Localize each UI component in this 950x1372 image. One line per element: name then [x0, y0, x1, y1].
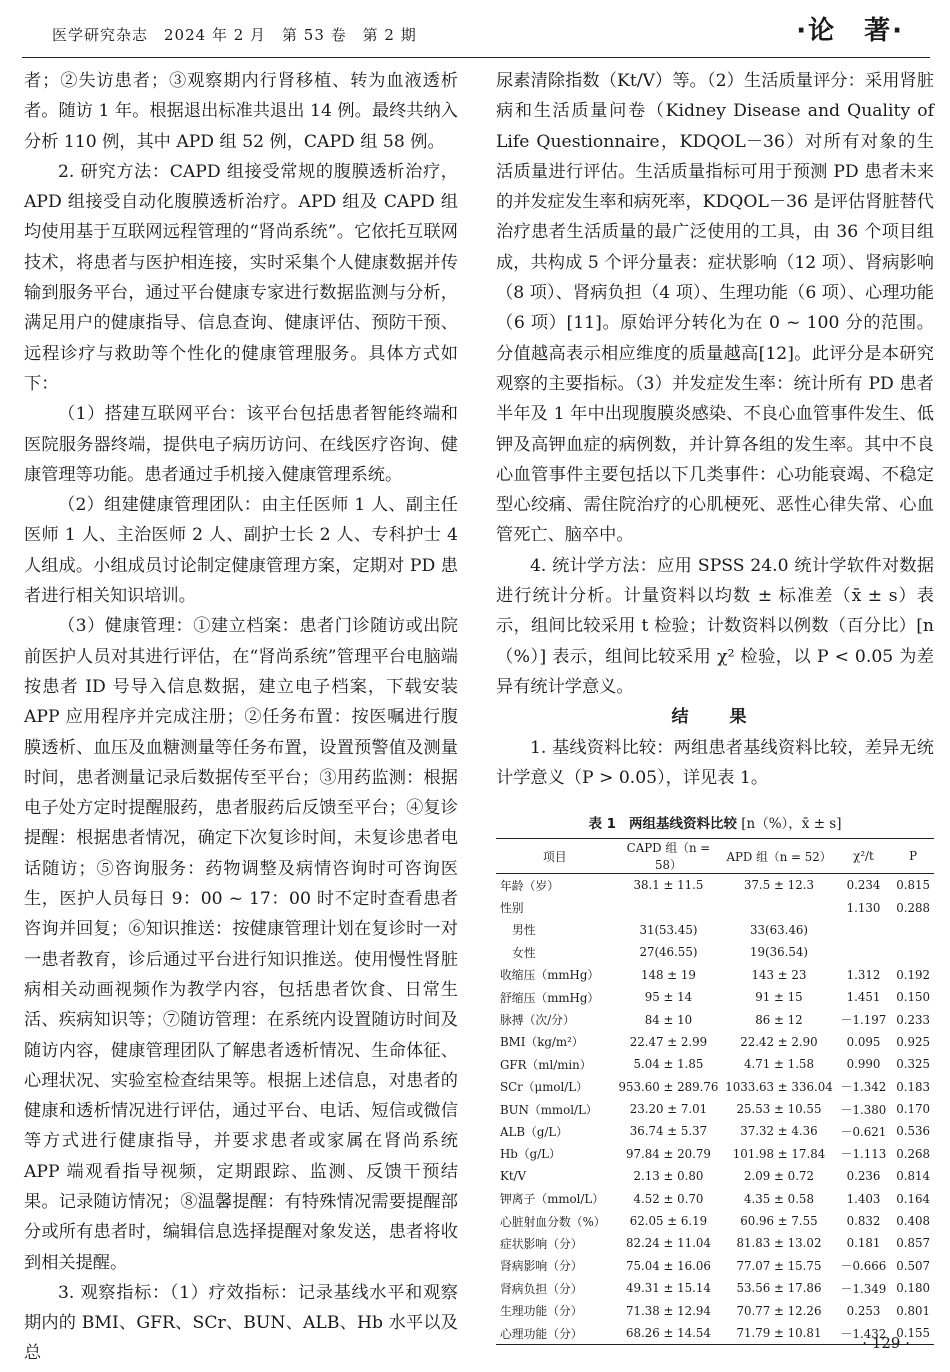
cell-stat: －0.621 — [840, 1124, 887, 1139]
cell-p: 0.536 — [896, 1124, 930, 1139]
table-body — [496, 874, 934, 1345]
row-label: 收缩压（mmHg） — [500, 968, 600, 983]
page-number: · 129 · — [862, 1334, 910, 1352]
cell-apd: 1033.63 ± 336.04 — [725, 1079, 833, 1094]
cell-capd: 82.24 ± 11.04 — [625, 1236, 711, 1251]
header-item: 项目 — [543, 849, 567, 864]
cell-p: 0.325 — [896, 1057, 930, 1072]
cell-apd: 77.07 ± 15.75 — [736, 1258, 822, 1273]
cell-p: 0.507 — [896, 1258, 930, 1273]
table-row — [496, 1053, 934, 1075]
row-label: Kt/V — [500, 1169, 527, 1184]
cell-apd: 33(63.46) — [749, 922, 808, 937]
cell-capd: 31(53.45) — [639, 922, 698, 937]
cell-capd: 2.13 ± 0.80 — [633, 1169, 704, 1184]
cell-p: 0.925 — [896, 1034, 930, 1049]
row-label: 年龄（岁） — [500, 878, 559, 893]
table-row — [496, 874, 934, 897]
paragraph-statistics: 4. 统计学方法：应用 SPSS 24.0 统计学软件对数据进行统计分析。计量资料以均数 ± 标准差（x̄ ± s）表示，组间比较采用 t 检验；计数资料以例数（百分比）[n（%）] 表示，组间比较采用 χ² 检验，以 P < 0.05 为差异有统计学意义。 — [496, 555, 934, 697]
cell-capd: 4.52 ± 0.70 — [633, 1191, 704, 1206]
cell-stat: 1.403 — [846, 1191, 881, 1206]
right-column — [496, 66, 934, 793]
row-label: BUN（mmol/L） — [500, 1102, 598, 1117]
results-heading: 结 果 — [671, 707, 759, 728]
cell-apd: 71.79 ± 10.81 — [736, 1326, 822, 1340]
table-row — [496, 1299, 934, 1321]
cell-p — [892, 941, 934, 963]
row-label: 男性 — [512, 923, 536, 938]
cell-apd — [723, 896, 834, 918]
journal-info: 医学研究杂志 2024 年 2 月 第 53 卷 第 2 期 — [52, 26, 417, 44]
cell-capd — [614, 896, 724, 918]
cell-stat: 0.253 — [846, 1303, 881, 1318]
cell-capd: 22.47 ± 2.99 — [629, 1034, 708, 1049]
cell-capd: 953.60 ± 289.76 — [618, 1079, 719, 1094]
cell-p: 0.192 — [896, 967, 930, 982]
cell-apd: 19(36.54) — [749, 945, 808, 960]
cell-p: 0.155 — [896, 1326, 930, 1340]
paragraph-baseline: 1. 基线资料比较：两组患者基线资料比较，差异无统计学意义（P > 0.05），详见表 1。 — [496, 737, 934, 788]
row-label: 性别 — [500, 901, 524, 916]
table-row — [496, 896, 934, 918]
table-row — [496, 1143, 934, 1165]
table-row — [496, 1120, 934, 1142]
table-row — [496, 1187, 934, 1209]
cell-capd: 95 ± 14 — [644, 990, 693, 1005]
cell-capd: 97.84 ± 20.79 — [625, 1146, 711, 1161]
cell-p: 0.233 — [896, 1012, 930, 1027]
cell-stat: －1.197 — [840, 1013, 887, 1028]
page-header — [0, 0, 950, 62]
cell-apd: 37.32 ± 4.36 — [740, 1124, 818, 1139]
cell-stat: 0.181 — [846, 1236, 881, 1251]
cell-apd: 81.83 ± 13.02 — [736, 1236, 822, 1251]
cell-stat: 0.095 — [846, 1034, 881, 1049]
row-label: 钾离子（mmol/L） — [500, 1192, 605, 1207]
row-label: 脉搏（次/分） — [500, 1013, 575, 1028]
table-row — [496, 1031, 934, 1053]
row-label: 肾病负担（分） — [500, 1281, 583, 1296]
left-column — [24, 66, 458, 1369]
row-label: 症状影响（分） — [500, 1236, 583, 1251]
cell-stat: －1.113 — [840, 1147, 887, 1162]
paragraph-exclusion: 者；②失访患者；③观察期内行肾移植、转为血液透析者。随访 1 年。根据退出标准共退出 14 例。最终共纳入分析 110 例，其中 APD 组 52 例，CAPD 组 58 例。 — [24, 71, 458, 152]
row-label: 肾病影响（分） — [500, 1259, 583, 1274]
cell-capd: 148 ± 19 — [640, 967, 696, 982]
row-label: GFR（ml/min） — [500, 1057, 592, 1072]
cell-p: 0.164 — [896, 1191, 930, 1206]
cell-apd: 86 ± 12 — [755, 1012, 803, 1027]
table-row — [496, 1277, 934, 1299]
cell-apd: 25.53 ± 10.55 — [736, 1102, 822, 1117]
cell-capd: 75.04 ± 16.06 — [625, 1258, 711, 1273]
cell-p: 0.180 — [896, 1281, 930, 1296]
paragraph-methods: 2. 研究方法：CAPD 组接受常规的腹膜透析治疗，APD 组接受自动化腹膜透析治疗。APD 组及 CAPD 组均使用基于互联网远程管理的“肾尚系统”。它依托互联网技术，将患者与医护相连接，实时采集个人健康数据并传输到服务平台，通过平台健康专家进行数据监测与分析，满足用户的健康指导、信息查询、健康评估、预防干预、远程诊疗与救助等个性化的健康管理服务。具体方式如下： — [24, 161, 458, 394]
cell-p: 0.288 — [896, 900, 930, 915]
cell-apd: 53.56 ± 17.86 — [736, 1281, 822, 1296]
table-row — [496, 1165, 934, 1187]
cell-capd: 23.20 ± 7.01 — [629, 1102, 708, 1117]
header-stat: χ²/t — [853, 849, 874, 863]
table-header-row — [496, 839, 934, 874]
row-label: Hb（g/L） — [500, 1147, 561, 1162]
table-row — [496, 1255, 934, 1277]
cell-capd: 36.74 ± 5.37 — [629, 1124, 708, 1139]
row-label: 心理功能（分） — [500, 1326, 583, 1341]
row-label: SCr（μmol/L） — [500, 1080, 588, 1095]
cell-stat: －1.432 — [840, 1326, 887, 1341]
cell-p: 0.183 — [896, 1079, 930, 1094]
cell-stat — [835, 941, 893, 963]
cell-capd: 27(46.55) — [639, 945, 698, 960]
cell-capd: 84 ± 10 — [644, 1012, 693, 1027]
cell-p: 0.408 — [896, 1214, 930, 1229]
cell-apd: 143 ± 23 — [751, 967, 807, 982]
cell-apd: 22.42 ± 2.90 — [740, 1034, 818, 1049]
row-label: 心脏射血分数（%） — [500, 1214, 606, 1229]
cell-p: 0.268 — [896, 1146, 930, 1161]
table-row — [496, 941, 934, 963]
cell-apd: 4.71 ± 1.58 — [744, 1057, 814, 1072]
table-row — [496, 1098, 934, 1120]
cell-stat: 0.234 — [846, 878, 881, 893]
paragraph-management: （3）健康管理：①建立档案：患者门诊随访或出院前医护人员对其进行评估，在“肾尚系统”管理平台电脑端按患者 ID 号导入信息数据，建立电子档案，下载安装 APP 应用程序并完成注册；②任务布置：按医嘱进行腹膜透析、血压及血糖测量等任务布置，设置预警值及测量时间，患者测量记录后数据传至平台；③用药监测：根据电子处方定时提醒服药，患者服药后反馈至平台；④复诊提醒：根据患者情况，确定下次复诊时间，未复诊患者电话随访；⑤咨询服务：药物调整及病情咨询时可咨询医生，医护人员每日 9：00 ~ 17：00 时不定时查看患者咨询并回复；⑥知识推送：按健康管理计划在复诊时一对一患者教育，诊后通过平台进行知识推送。使用慢性肾脏病相关动画视频作为教学内容，包括患者饮食、日常生活、疾病知识等；⑦随访管理：在系统内设置随访时间及随访内容，健康管理团队了解患者透析情况、生命体征、心理状况、实验室检查结果等。根据上述信息，对患者的健康和透析情况进行评估，通过平台、电话、短信或微信等方式进行健康指导，并要求患者或家属在肾尚系统 APP 端观看指导视频，定期跟踪、监测、反馈干预结果。记录随访情况；⑧温馨提醒：有特殊情况需要提醒部分或所有患者时，编辑信息选择提醒对象发送，患者将收到相关提醒。 — [24, 616, 458, 1273]
cell-capd: 68.26 ± 14.54 — [625, 1326, 711, 1340]
table-row — [496, 1232, 934, 1254]
cell-capd: 49.31 ± 15.14 — [625, 1281, 711, 1296]
cell-stat: －0.666 — [840, 1259, 887, 1274]
row-label: BMI（kg/m²） — [500, 1035, 584, 1050]
cell-stat: －1.349 — [840, 1281, 887, 1296]
table-row — [496, 1076, 934, 1098]
cell-p: 0.801 — [896, 1303, 930, 1318]
table-row — [496, 986, 934, 1008]
table-caption — [496, 812, 934, 832]
cell-capd: 5.04 ± 1.85 — [633, 1057, 704, 1072]
table-number: 表 1 — [588, 816, 617, 832]
paragraph-quality-of-life: 尿素清除指数（Kt/V）等。（2）生活质量评分：采用肾脏病和生活质量问卷（Kidney Disease and Quality of Life Questionnaire，KDQOL－36）对所有对象的生活质量进行评估。生活质量指标可用于预测 PD 患者未来的并发症发生率和病死率，KDQOL－36 是评估肾脏替代治疗患者生活质量的最广泛使用的工具，由 36 个项目组成，共构成 5 个评分量表：症状影响（12 项）、肾病影响（8 项）、肾病负担（4 项）、生理功能（6 项）、心理功能（6 项）[11]。原始评分转化为在 0 ~ 100 分的范围。分值越高表示相应维度的质量越高[12]。此评分是本研究观察的主要指标。（3）并发症发生率：统计所有 PD 患者半年及 1 年中出现腹膜炎感染、不良心血管事件发生、低钾及高钾血症的病例数，并计算各组的发生率。其中不良心血管事件主要包括以下几类事件：心功能衰竭、不稳定型心绞痛、需住院治疗的心肌梗死、恶性心律失常、心血管死亡、脑卒中。 — [496, 71, 934, 546]
table-row — [496, 1210, 934, 1232]
cell-apd: 37.5 ± 12.3 — [744, 878, 814, 893]
cell-stat: 1.130 — [846, 900, 881, 915]
paragraph-platform: （1）搭建互联网平台：该平台包括患者智能终端和医院服务器终端，提供电子病历访问、在线医疗咨询、健康管理等功能。患者通过手机接入健康管理系统。 — [24, 404, 458, 485]
row-label: 女性 — [512, 945, 536, 960]
cell-apd: 4.35 ± 0.58 — [744, 1191, 814, 1206]
table-row — [496, 964, 934, 986]
cell-p: 0.815 — [896, 878, 930, 893]
header-rule — [22, 57, 930, 58]
cell-stat: 1.312 — [846, 967, 881, 982]
cell-apd: 70.77 ± 12.26 — [736, 1303, 822, 1318]
cell-stat: －1.380 — [840, 1102, 887, 1117]
header-apd: APD 组（n = 52） — [726, 849, 832, 864]
baseline-table — [496, 838, 934, 1345]
cell-stat: －1.342 — [840, 1080, 887, 1095]
cell-p: 0.150 — [896, 990, 930, 1005]
cell-apd: 60.96 ± 7.55 — [740, 1214, 818, 1229]
cell-stat — [835, 919, 893, 941]
cell-apd: 101.98 ± 17.84 — [732, 1146, 826, 1161]
section-label: ·论 著· — [796, 16, 904, 46]
table-row — [496, 1008, 934, 1030]
cell-stat: 0.236 — [846, 1169, 881, 1184]
row-label: 舒缩压（mmHg） — [500, 990, 600, 1005]
cell-apd: 2.09 ± 0.72 — [744, 1169, 814, 1184]
paragraph-team: （2）组建健康管理团队：由主任医师 1 人、副主任医师 1 人、主治医师 2 人、副护士长 2 人、专科护士 4 人组成。小组成员讨论制定健康管理方案，定期对 PD 患者进行相关知识培训。 — [24, 495, 458, 607]
cell-p — [892, 919, 934, 941]
cell-stat: 0.832 — [846, 1214, 881, 1229]
paragraph-indicators: 3. 观察指标：（1）疗效指标：记录基线水平和观察期内的 BMI、GFR、SCr、BUN、ALB、Hb 水平以及总 — [24, 1282, 458, 1364]
cell-capd: 38.1 ± 11.5 — [633, 878, 704, 893]
row-label: ALB（g/L） — [500, 1124, 568, 1139]
cell-capd: 62.05 ± 6.19 — [629, 1214, 708, 1229]
cell-p: 0.814 — [896, 1169, 930, 1184]
cell-capd: 71.38 ± 12.94 — [625, 1303, 711, 1318]
table-unit: [n（%），x̄ ± s] — [741, 816, 842, 832]
cell-apd: 91 ± 15 — [755, 990, 803, 1005]
cell-stat: 0.990 — [846, 1057, 881, 1072]
table-title: 两组基线资料比较 — [628, 816, 737, 832]
header-capd: CAPD 组（n = 58） — [626, 841, 711, 872]
cell-p: 0.857 — [896, 1236, 930, 1251]
header-p: P — [909, 849, 918, 863]
table-row — [496, 919, 934, 941]
cell-p: 0.170 — [896, 1102, 930, 1117]
cell-stat: 1.451 — [846, 990, 881, 1005]
row-label: 生理功能（分） — [500, 1304, 583, 1319]
